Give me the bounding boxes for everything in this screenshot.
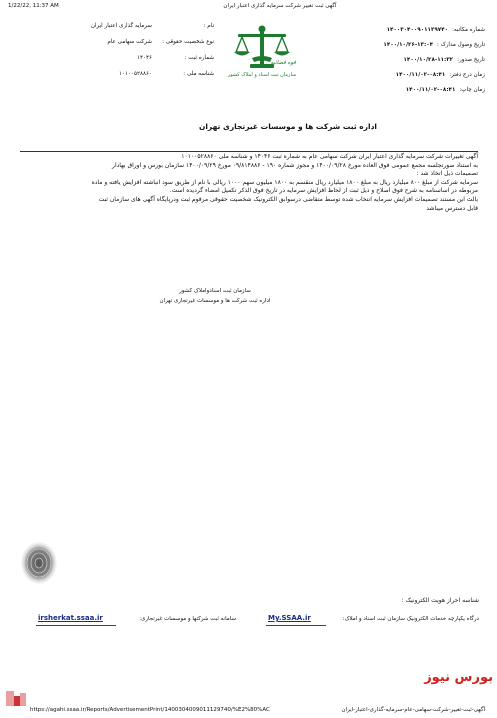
judiciary-emblem	[222, 24, 302, 86]
received-value: ۱۴۰۰/۱۰/۲۶-۱۳:۰۴	[383, 42, 434, 48]
portal-link[interactable]: My.SSAA.ir	[268, 614, 311, 622]
company-type-value: شرکت سهامی عام	[107, 39, 152, 45]
company-name-label: نام :	[203, 23, 214, 29]
signature-block	[150, 288, 280, 305]
body-line: به استناد صورتجلسه مجمع عمومی فوق العاده مورخ ۱۴۰۰/۰۹/۲۸ و مجوز شماره ۱۹۰ - ۰۹/۸۱۴۸۸۶ مورخ ۱۴۰۰/۰۹/۲۹ سازمان بورس و اوراق بهادار	[112, 161, 478, 169]
inserted-label: زمان درج دفتر:	[449, 72, 485, 78]
print-footer-title: آگهی-ثبت-تغییر-شرکت-سهامی-عام-سرمایه-گذاری-اعتبار-ایران	[341, 707, 485, 713]
tracking-label: شماره مکاتبه:	[452, 27, 485, 33]
print-page-title: آگهی ثبت تغییر شرکت سرمایه گذاری اعتبار ایران	[223, 3, 337, 9]
company-type-label: نوع شخصیت حقوقی :	[162, 39, 214, 45]
portal-label: درگاه یکپارچه خدمات الکترونیک سازمان ثبت اسناد و املاک:	[342, 616, 479, 622]
signature-line-1: سازمان ثبت اسنادواملاک کشور	[179, 288, 251, 294]
fingerprint-stamp	[18, 540, 60, 586]
issued-value: ۱۴۰۰/۱۰/۲۸-۱۱:۳۲	[403, 57, 454, 63]
national-id-label: شناسه ملی :	[183, 71, 214, 77]
company-name-value: سرمایه گذاری اعتبار ایران	[90, 23, 152, 29]
body-line: مربوطه در اساسنامه به شرح فوق اصلاح و ذیل ثبت از لحاظ افزایش سرمایه در تاریخ فوق الذکر تکمیل امضاء گردیده است.	[169, 187, 478, 195]
office-heading: اداره ثبت شرکت ها و موسسات غیرتجاری تهران	[198, 122, 377, 131]
emblem-top-text: قوه قضائیه	[270, 60, 296, 66]
flag-icon	[4, 688, 30, 708]
news-watermark: بورس نیوز	[424, 670, 493, 685]
issued-label: تاریخ صدور:	[457, 57, 485, 63]
body-line: قابل دسترس میباشد	[426, 204, 478, 212]
verify-id-label: شناسه احراز هویت الکترونیک :	[401, 597, 479, 604]
received-label: تاریخ وصول مدارک :	[437, 42, 485, 48]
companies-link[interactable]: irsherkat.ssaa.ir	[38, 614, 103, 622]
body-line: تصمیمات ذیل اتخاذ شد :	[416, 170, 478, 178]
heading-divider	[20, 151, 478, 152]
body-line: سرمایه شرکت از مبلغ ۸۰۰ میلیارد ریال به مبلغ ۱۸۰۰ میلیارد ریال منقسم به ۱۸۰۰ میلیون سهم ۱۰۰۰ ریالی با نام از طریق سود انباشته افزایش یافته و ماده	[91, 178, 478, 186]
portal-link-underline	[266, 625, 326, 626]
signature-line-2: اداره ثبت شرکت ها و موسسات غیرتجاری تهران	[159, 298, 271, 304]
reg-number-label: شماره ثبت :	[184, 55, 214, 61]
company-block	[84, 18, 214, 82]
companies-link-underline	[36, 625, 116, 626]
reg-number-value: ۱۴۰۴۶	[136, 55, 152, 61]
national-id-value: ۱۰۱۰۰۵۲۸۸۶۰	[118, 71, 152, 77]
announcement-body	[20, 153, 478, 213]
print-url: https://agahi.ssaa.ir/Reports/AdvertisementPrint/1400304009011129740/%E2%80%AC	[30, 707, 270, 713]
companies-label: سامانه ثبت شرکتها و موسسات غیرتجاری:	[139, 616, 236, 622]
inserted-value: ۱۴۰۰/۱۱/۰۲-۰۸:۴۱	[395, 72, 446, 78]
tracking-value: ۱۴۰۰۳۰۴۰۰۹۰۱۱۲۹۷۴۰	[386, 27, 449, 33]
printed-label: زمان چاپ:	[459, 87, 485, 93]
meta-block	[335, 27, 485, 102]
printed-value: ۱۴۰۰/۱۱/۰۲-۰۸:۴۱	[405, 87, 456, 93]
print-timestamp: 1/22/22, 11:37 AM	[8, 3, 59, 9]
body-line: آگهی تغییرات شرکت سرمایه گذاری اعتبار ایران شرکت سهامی عام به شماره ثبت ۱۴۰۴۶ و شناسه ملی ۱۰۱۰۰۵۲۸۸۶۰	[181, 153, 478, 160]
emblem-bottom-text: سازمان ثبت اسناد و املاک کشور	[227, 72, 297, 78]
body-line: بالث این مستند تصمیمات افزایش سرمایه انتخاب شده توسط متقاضی درسوابق الکترونیک شخصیت حقوقی مرقوم ثبت ودرپایگاه آگهی های سازمان ثبت	[98, 195, 478, 203]
